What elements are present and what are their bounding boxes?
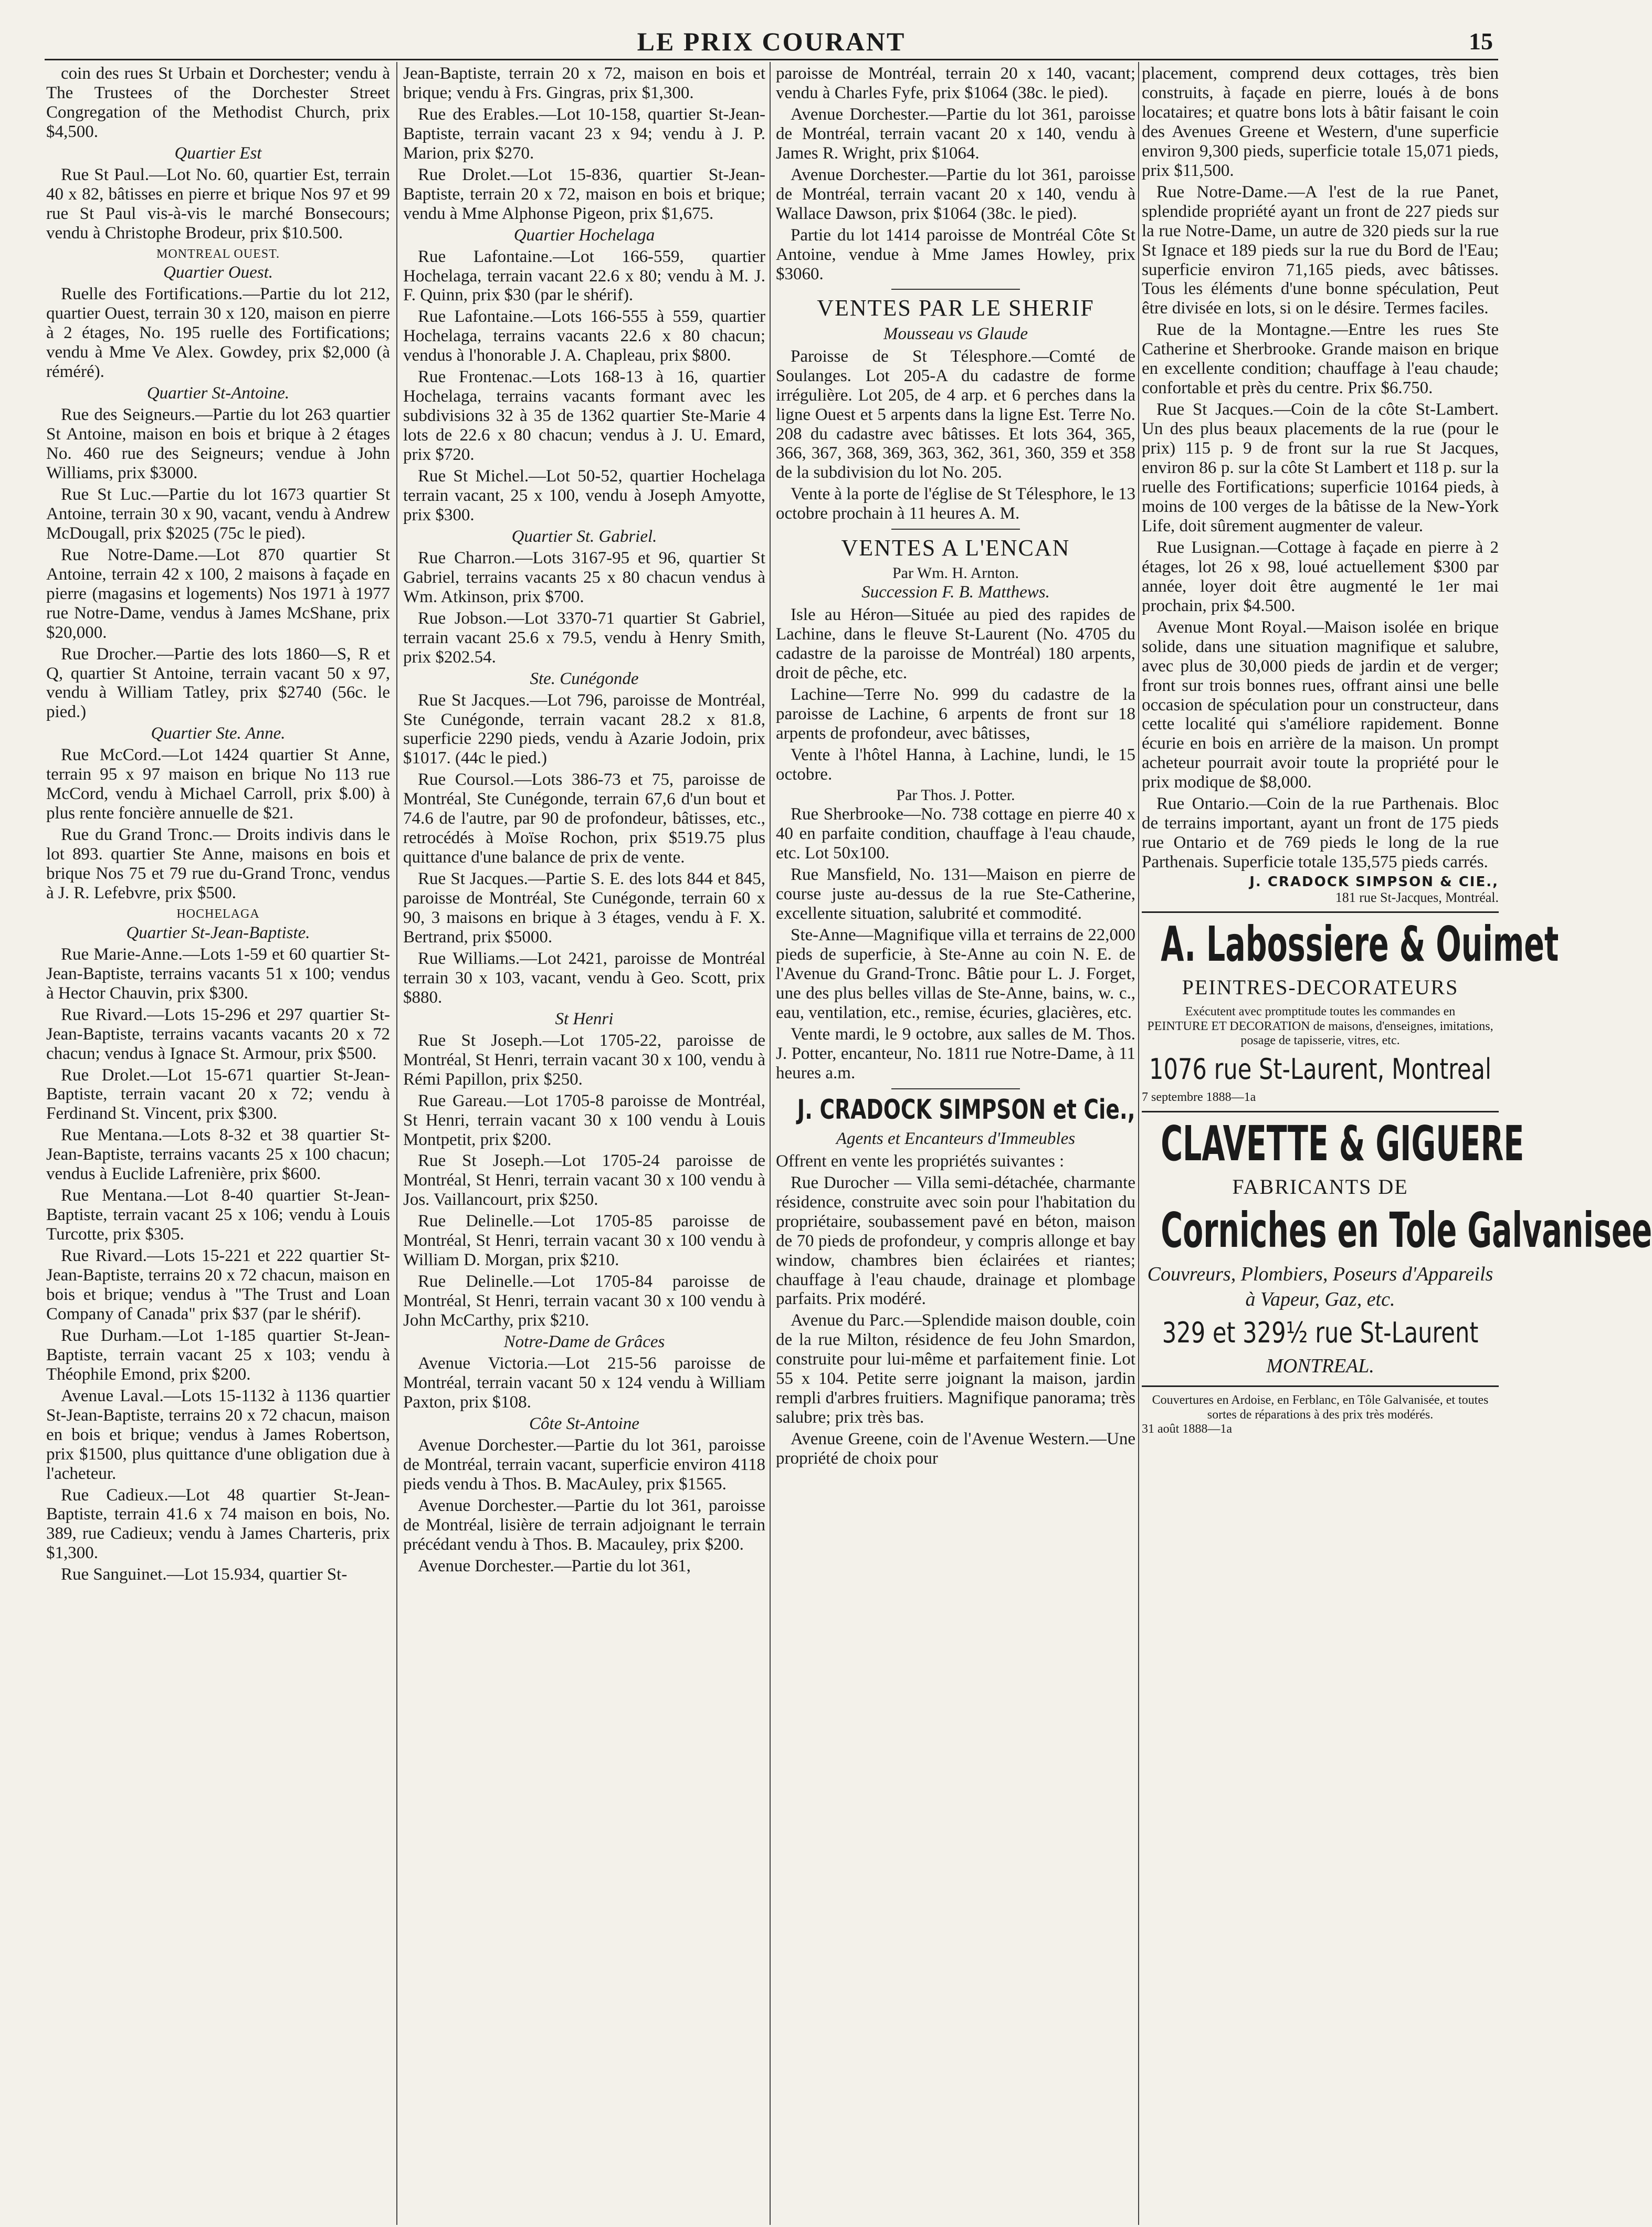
paragraph: Offrent en vente les propriétés suivantes :: [776, 1151, 1065, 1171]
auctioneer-line: Par Wm. H. Arnton.: [892, 564, 1019, 582]
paragraph: Rue Frontenac.—Lots 168-13 à 16, quartier Hochelaga, terrains vacants formant avec les subdivisions 32 à 35 de 1362 quartier Ste-Marie 4 lots de 22.6 x 80 chacun; vendus à J. U. Emard, prix $720.: [403, 367, 765, 465]
section-heading: Quartier Ste. Anne.: [151, 724, 286, 743]
ad-date: 7 septembre 1888—1a: [1142, 1090, 1256, 1105]
signature-firm: J. CRADOCK SIMPSON & CIE.,: [1249, 874, 1499, 890]
paragraph: Avenue Dorchester.—Partie du lot 361,: [418, 1556, 691, 1575]
ad-date: 31 août 1888—1a: [1142, 1422, 1232, 1436]
paragraph: Rue Rivard.—Lots 15-221 et 222 quartier St-Jean-Baptiste, terrains 20 x 72 chacun, maison en bois et brique; vendus à "The Trust and Loan Company of Canada" prix $37 (par le shérif).: [46, 1246, 390, 1323]
paragraph: Avenue Dorchester.—Partie du lot 361, paroisse de Montréal, terrain vacant, superficie environ 4118 pieds vendu à Thos. B. MacAuley, prix $1565.: [403, 1435, 765, 1494]
paragraph: Rue St Jacques.—Partie S. E. des lots 844 et 845, paroisse de Montréal, Ste Cunégonde, terrain 60 x 90, 3 maisons en brique à 3 étages, vendu à F. X. Bertrand, prix $5000.: [403, 869, 765, 947]
paragraph: Rue Delinelle.—Lot 1705-84 paroisse de Montréal, St Henri, terrain vacant 30 x 100 vendu à John McCarthy, prix $210.: [403, 1272, 765, 1330]
section-heading: Quartier St. Gabriel.: [511, 527, 657, 546]
column-3: [776, 64, 1135, 2217]
paragraph: Rue Mentana.—Lots 8-32 et 38 quartier St-Jean-Baptiste, terrains vacants 25 x 100 chacun; vendus à Euclide Lafrenière, prix $600.: [46, 1126, 390, 1184]
paragraph: Ste-Anne—Magnifique villa et terrains de 22,000 pieds de superficie, à Ste-Anne au coin N. E. de l'Avenue du Grand-Tronc. Bâtie pour L. J. Forget, une des plus belles villas de Ste-Anne, bains, w. c., eau, ventilation, etc., remise, écuries, glacières, etc.: [776, 925, 1135, 1022]
ad-border: [1142, 911, 1499, 913]
paragraph: Rue Drolet.—Lot 15-836, quartier St-Jean-Baptiste, terrain 20 x 72, maison en bois et brique; vendu à Mme Alphonse Pigeon, prix $1,675.: [403, 165, 765, 223]
ad-title: A. Labossiere & Ouimet: [1161, 916, 1559, 973]
section-heading: Notre-Dame de Grâces: [503, 1332, 665, 1352]
paragraph: Rue Marie-Anne.—Lots 1-59 et 60 quartier St-Jean-Baptiste, terrains vacants 51 x 100; vendus à Hector Chauvin, prix $300.: [46, 944, 390, 1003]
paragraph: Rue Mentana.—Lot 8-40 quartier St-Jean-Baptiste, terrain vacant 25 x 106; vendu à Louis Turcotte, prix $305.: [46, 1186, 390, 1244]
paragraph: Rue St Luc.—Partie du lot 1673 quartier St Antoine, terrain 30 x 90, vacant, vendu à Andrew McDougall, prix $2025 (75c le pied).: [46, 485, 390, 543]
paragraph: Rue Lafontaine.—Lot 166-559, quartier Hochelaga, terrain vacant 22.6 x 80; vendu à M. J. F. Quinn, prix $30 (par le shérif).: [403, 247, 765, 305]
section-heading: Ste. Cunégonde: [530, 669, 639, 688]
section-heading: Quartier Est: [174, 143, 262, 163]
column-4: [1142, 64, 1652, 2217]
paragraph: Rue Mansfield, No. 131—Maison en pierre de course juste au-dessus de la rue Ste-Catherine, excellente situation, salubrité et commodité.: [776, 865, 1135, 923]
paragraph: Jean-Baptiste, terrain 20 x 72, maison en bois et brique; vendu à Frs. Gingras, prix $1,300.: [403, 64, 765, 102]
paragraph: Lachine—Terre No. 999 du cadastre de la paroisse de Lachine, 6 arpents de front sur 18 arpents de profondeur, avec bâtisses,: [776, 685, 1135, 743]
paragraph: Rue Jobson.—Lot 3370-71 quartier St Gabriel, terrain vacant 25.6 x 79.5, vendu à Henry Smith, prix $202.54.: [403, 608, 765, 667]
subheading-italic: Succession F. B. Matthews.: [861, 583, 1050, 602]
district-heading: MONTREAL OUEST.: [156, 247, 280, 261]
paragraph: Avenue du Parc.—Splendide maison double, coin de la rue Milton, résidence de feu John Smardon, construite pour lui-même et parfaitement finie. Lot 55 x 104. Petite serre joignant la maison, jardin rempli d'arbres fruitiers. Magnifique panorama; très salubre; prix très bas.: [776, 1311, 1135, 1427]
paragraph: paroisse de Montréal, terrain 20 x 140, vacant; vendu à Charles Fyfe, prix $1064 (38c. le pied).: [776, 64, 1135, 102]
paragraph: Rue Durocher — Villa semi-détachée, charmante résidence, construite avec soin pour l'habitation du propriétaire, soubassement pavé en béton, maison de 70 pieds de profondeur, y compris allonge et bay window, chambres bien éclairées et riantes; chauffage à l'eau chaude, drainage et plombage parfaits. Prix modéré.: [776, 1173, 1135, 1309]
paragraph: Rue Notre-Dame.—Lot 870 quartier St Antoine, terrain 42 x 100, 2 maisons à façade en pierre (magasins et logements) Nos 1971 à 1977 rue Notre-Dame, vendus à James McShane, prix $20,000.: [46, 545, 390, 642]
paragraph: Rue St Joseph.—Lot 1705-22, paroisse de Montréal, St Henri, terrain vacant 30 x 100, vendu à Rémi Papillon, prix $250.: [403, 1031, 765, 1089]
separator-rule: [891, 529, 1020, 530]
subheading-italic: Agents et Encanteurs d'Immeubles: [836, 1129, 1076, 1148]
ad-detail: Couvertures en Ardoise, en Ferblanc, en Tôle Galvanisée, et toutes sortes de réparations à des prix très modérés.: [1152, 1393, 1489, 1422]
ad-italic-line: Couvreurs, Plombiers, Poseurs d'Appareils à Vapeur, Gaz, etc.: [1147, 1263, 1493, 1310]
auctioneer-line: Par Thos. J. Potter.: [896, 786, 1015, 804]
paragraph: Ruelle des Fortifications.—Partie du lot 212, quartier Ouest, terrain 30 x 120, maison en pierre à 2 étages, No. 195 ruelle des Fortifications; vendu à Mme Ve Alex. Gowdey, prix $2,000 (à réméré).: [46, 285, 390, 382]
ad-detail: Exécutent avec promptitude toutes les commandes en: [1185, 1005, 1456, 1019]
paragraph: Rue St Michel.—Lot 50-52, quartier Hochelaga terrain vacant, 25 x 100, vendu à Joseph Amyotte, prix $300.: [403, 467, 765, 524]
paragraph: Avenue Mont Royal.—Maison isolée en brique solide, dans une situation magnifique et salubre, avec plus de 30,000 pieds de jardin et de verger; front sur trois bonnes rues, offrant ainsi une belle occasion de spéculation pour un constructeur, dans cette localité qui s'améliore rapidement. Bonne écurie en bois en arrière de la maison. Un prompt acheteur pourrait avoir toute la propriété pour le prix modique de $8,000.: [1142, 617, 1499, 792]
paragraph: Avenue Laval.—Lots 15-1132 à 1136 quartier St-Jean-Baptiste, terrains 20 x 72 chacun, maison en bois et brique; vendus à James Robertson, prix $1500, plus quittance d'une obligation due à l'acheteur.: [46, 1386, 390, 1483]
paragraph: Rue Lusignan.—Cottage à façade en pierre à 2 étages, lot 26 x 98, loué actuellement $300 par année, loyer doit être augmenté le 1er mai prochain, prix $4.500.: [1142, 538, 1499, 615]
district-heading: HOCHELAGA: [176, 907, 260, 921]
page-header: [45, 26, 1498, 57]
separator-rule: [891, 289, 1020, 290]
paragraph: Rue Drolet.—Lot 15-671 quartier St-Jean-Baptiste, terrain vacant 20 x 72; vendu à Ferdinand St. Vincent, prix $300.: [46, 1065, 390, 1123]
paragraph: Isle au Héron—Située au pied des rapides de Lachine, dans le fleuve St-Laurent (No. 4705 du cadastre de la paroisse de Montréal) 180 arpents, droit de pêche, etc.: [776, 605, 1135, 682]
ad-address: 1076 rue St-Laurent, Montreal: [1149, 1052, 1492, 1086]
paragraph: Rue de la Montagne.—Entre les rues Ste Catherine et Sherbrooke. Grande maison en brique en excellente condition; chauffage à l'eau chaude; confortable et près du centre. Prix $6.750.: [1142, 320, 1499, 398]
paragraph: Rue St Joseph.—Lot 1705-24 paroisse de Montréal, St Henri, terrain vacant 30 x 100 vendu à Jos. Vaillancourt, prix $250.: [403, 1151, 765, 1210]
paragraph: Paroisse de St Télesphore.—Comté de Soulanges. Lot 205-A du cadastre de forme irrégulière. Lot 205, de 4 arp. et 6 perches dans la ligne Ouest et 5 arpents dans la ligne Est. Terre No. 208 du cadastre avec bâtisses. Et lots 364, 365, 366, 367, 368, 369, 363, 362, 361, 360, 359 et 358 de la subdivision du lot No. 205.: [776, 346, 1135, 482]
paragraph: Avenue Dorchester.—Partie du lot 361, paroisse de Montréal, lisière de terrain adjoignant le terrain précédant vendu à Thos. B. Macauley, prix $200.: [403, 1496, 765, 1554]
sale-heading: VENTES A L'ENCAN: [841, 535, 1070, 561]
paragraph: Rue Sherbrooke—No. 738 cottage en pierre 40 x 40 en parfaite condition, chauffage à l'eau chaude, etc. Lot 50x100.: [776, 805, 1135, 863]
paragraph: Rue Sanguinet.—Lot 15.934, quartier St-: [61, 1565, 348, 1584]
paragraph: coin des rues St Urbain et Dorchester; vendu à The Trustees of the Dorchester Street Congregation of the Methodist Church, prix $4,500.: [46, 64, 390, 141]
paragraph: Rue St Jacques.—Lot 796, paroisse de Montréal, Ste Cunégonde, terrain vacant 28.2 x 81.8, superficie 2290 pieds, vendu à Azarie Jodoin, prix $1017. (44c le pied.): [403, 690, 765, 768]
paragraph: Avenue Dorchester.—Partie du lot 361, paroisse de Montréal, terrain vacant 20 x 140, vendu à James R. Wright, prix $1064.: [776, 104, 1135, 163]
paragraph: Rue Gareau.—Lot 1705-8 paroisse de Montréal, St Henri, terrain vacant 30 x 100 vendu à Louis Montpetit, prix $200.: [403, 1091, 765, 1149]
ad-title: Corniches en Tole Galvanisee: [1161, 1202, 1652, 1259]
paragraph: Rue Rivard.—Lots 15-296 et 297 quartier St-Jean-Baptiste, terrains vacants vacants 20 x 72 chacun; vendus à Ignace St. Armour, prix $500.: [46, 1005, 390, 1063]
header-rule: [45, 59, 1498, 60]
ad-subtitle: PEINTRES-DECORATEURS: [1182, 975, 1459, 1000]
paragraph: Partie du lot 1414 paroisse de Montréal Côte St Antoine, vendue à Mme James Howley, prix $3060.: [776, 225, 1135, 283]
column-1: [46, 64, 390, 2217]
paragraph: Rue St Jacques.—Coin de la côte St-Lambert. Un des plus beaux placements de la rue (pour le prix) 115 p. 9 de front sur la rue St Jacques, environ 86 p. sur la côte St Lambert et 118 p. sur la ruelle des Fortifications; superficie 10164 pieds, à moins de 100 verges de la bâtisse de la New-York Life, doit sûrement augmenter de valeur.: [1142, 400, 1499, 535]
ad-border: [1142, 1385, 1499, 1387]
masthead-title: LE PRIX COURANT: [637, 27, 906, 56]
paragraph: Vente à l'hôtel Hanna, à Lachine, lundi, le 15 octobre.: [776, 745, 1135, 784]
paragraph: Rue Williams.—Lot 2421, paroisse de Montréal terrain 30 x 103, vacant, vendu à Geo. Scott, prix $880.: [403, 949, 765, 1007]
paragraph: Rue Lafontaine.—Lots 166-555 à 559, quartier Hochelaga, terrains vacants 22.6 x 80 chacun; vendus à l'honorable J. A. Chapleau, prix $800.: [403, 307, 765, 365]
subheading-italic: Mousseau vs Glaude: [883, 324, 1028, 343]
paragraph: Rue du Grand Tronc.— Droits indivis dans le lot 893. quartier Ste Anne, maisons en bois et brique Nos 75 et 79 rue du-Grand Tronc, vendus à J. R. Lefebvre, prix $500.: [46, 825, 390, 902]
paragraph: Rue Notre-Dame.—A l'est de la rue Panet, splendide propriété ayant un front de 227 pieds sur la rue Notre-Dame, un autre de 320 pieds sur la rue St Ignace et 189 pieds sur la rue du Bord de l'Eau; superficie environ 71,165 pieds, avec bâtisses. Tous les éléments d'une bonne spéculation, Peut être divisée en lots, si on le désire. Termes faciles.: [1142, 182, 1499, 318]
sale-heading: VENTES PAR LE SHERIF: [817, 295, 1095, 321]
paragraph: Rue Drocher.—Partie des lots 1860—S, R et Q, quartier St Antoine, terrain vacant 50 x 97, vendu à William Tatley, prix $2740 (56c. le pied.): [46, 644, 390, 722]
paragraph: Rue des Seigneurs.—Partie du lot 263 quartier St Antoine, maison en bois et brique à 2 étages No. 460 rue des Seigneurs; vendue à John Williams, prix $3000.: [46, 405, 390, 482]
ad-address: 329 et 329½ rue St-Laurent: [1162, 1316, 1479, 1350]
ad-detail: PEINTURE ET DECORATION de maisons, d'enseignes, imitations, posage de tapisserie, vitres, etc.: [1147, 1019, 1493, 1048]
paragraph: Vente mardi, le 9 octobre, aux salles de M. Thos. J. Potter, encanteur, No. 1811 rue Notre-Dame, à 11 heures a.m.: [776, 1024, 1135, 1083]
paragraph: Vente à la porte de l'église de St Télesphore, le 13 octobre prochain à 11 heures A. M.: [776, 485, 1135, 523]
paragraph: Rue Delinelle.—Lot 1705-85 paroisse de Montréal, St Henri, terrain vacant 30 x 100 vendu à William D. Morgan, prix $210.: [403, 1212, 765, 1270]
column-divider: [396, 62, 397, 2225]
ad-border: [1142, 1111, 1499, 1112]
paragraph: Avenue Dorchester.—Partie du lot 361, paroisse de Montréal, terrain vacant 20 x 140, vendu à Wallace Dawson, prix $1064 (38c. le pied).: [776, 165, 1135, 223]
paragraph: Rue des Erables.—Lot 10-158, quartier St-Jean-Baptiste, terrain vacant 23 x 94; vendu à J. P. Marion, prix $270.: [403, 104, 765, 163]
paragraph: Avenue Victoria.—Lot 215-56 paroisse de Montréal, terrain vacant 50 x 124 vendu à William Paxton, prix $108.: [403, 1354, 765, 1412]
separator-rule: [891, 1088, 1020, 1089]
section-heading: St Henri: [555, 1009, 614, 1028]
paragraph: Rue St Paul.—Lot No. 60, quartier Est, terrain 40 x 82, bâtisses en pierre et brique Nos 97 et 99 rue St Paul vis-à-vis le marché Bonsecours; vendu à Christophe Brodeur, prix $10.500.: [46, 165, 390, 243]
firm-name: J. CRADOCK SIMPSON et Cie.,: [797, 1094, 1135, 1126]
ad-title: CLAVETTE & GIGUERE: [1161, 1116, 1524, 1172]
section-heading: Quartier Ouest.: [163, 263, 273, 282]
section-heading: Quartier St-Antoine.: [146, 384, 290, 403]
ad-italic-line: MONTREAL.: [1266, 1355, 1374, 1378]
ad-subtitle: FABRICANTS DE: [1232, 1175, 1408, 1199]
paragraph: Rue Cadieux.—Lot 48 quartier St-Jean-Baptiste, terrain 41.6 x 74 maison en bois, No. 389, rue Cadieux; vendu à James Charteris, prix $1,300.: [46, 1485, 390, 1563]
firm-signature: [1142, 874, 1499, 905]
paragraph: placement, comprend deux cottages, très bien construits, à façade en pierre, loués à de bons locataires; et quatre bons lots à bâtir faisant le coin des Avenues Greene et Western, d'une superficie environ 9,300 pieds, superficie totale 15,071 pieds, prix $11,500.: [1142, 64, 1499, 180]
section-heading: Quartier Hochelaga: [513, 225, 655, 245]
paragraph: Rue Coursol.—Lots 386-73 et 75, paroisse de Montréal, Ste Cunégonde, terrain 67,6 d'un bout et 74.6 de l'autre, par 90 de profondeur, bâtisses, etc., retrocédés à Moïse Rochon, prix $519.75 plus quittance d'une balance de prix de vente.: [403, 770, 765, 867]
section-heading: Quartier St-Jean-Baptiste.: [126, 923, 310, 942]
paragraph: Rue Ontario.—Coin de la rue Parthenais. Bloc de terrains important, ayant un front de 175 pieds rue Ontario et de 769 pieds le long de la rue Parthenais. Superficie totale 135,575 pieds carrés.: [1142, 794, 1499, 872]
paragraph: Rue McCord.—Lot 1424 quartier St Anne, terrain 95 x 97 maison en brique No 113 rue McCord, vendu à Michael Carroll, prix $.00) à plus rente foncière annuelle de $21.: [46, 745, 390, 823]
signature-address: 181 rue St-Jacques, Montréal.: [1335, 890, 1499, 906]
column-divider: [770, 62, 771, 2225]
paragraph: Rue Durham.—Lot 1-185 quartier St-Jean-Baptiste, terrain vacant 25 x 103; vendu à Théophile Emond, prix $200.: [46, 1326, 390, 1384]
paragraph: Avenue Greene, coin de l'Avenue Western.—Une propriété de choix pour: [776, 1430, 1135, 1468]
column-divider: [1138, 62, 1139, 2225]
section-heading: Côte St-Antoine: [529, 1414, 639, 1433]
page-number: 15: [1469, 28, 1493, 55]
column-2: [403, 64, 765, 2217]
paragraph: Rue Charron.—Lots 3167-95 et 96, quartier St Gabriel, terrains vacants 25 x 80 chacun vendus à Wm. Atkinson, prix $700.: [403, 548, 765, 606]
